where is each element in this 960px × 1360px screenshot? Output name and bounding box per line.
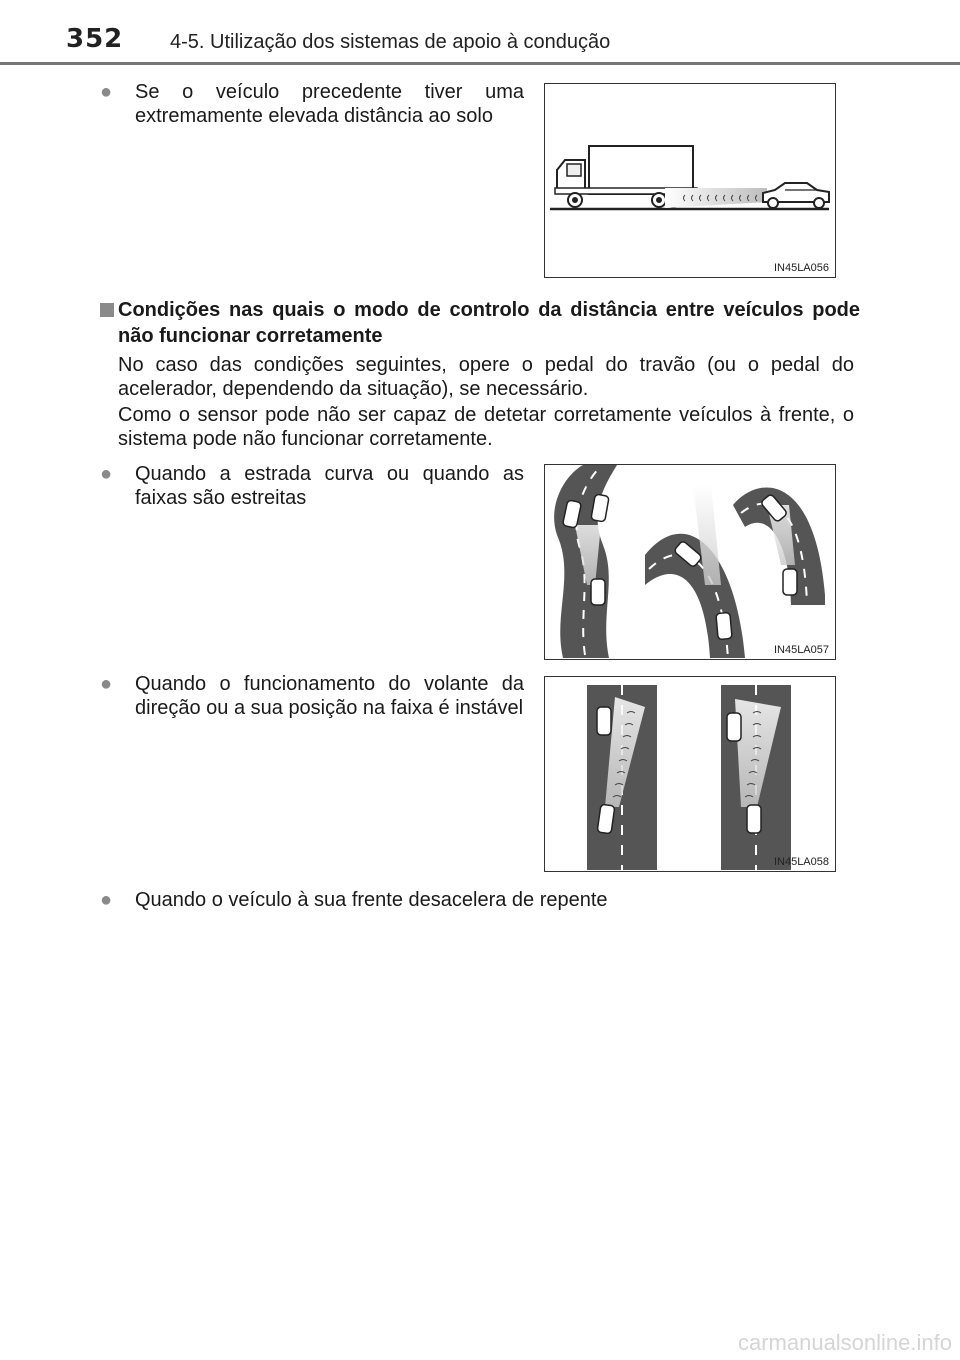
figure-code: IN45LA058 [773, 856, 829, 868]
truck-clearance-illustration [545, 84, 834, 276]
bullet-dot-icon: ● [100, 463, 113, 485]
figure-code: IN45LA057 [773, 644, 829, 656]
bullet-text: Quando o veículo à sua frente desacelera de repente [135, 889, 608, 911]
bullet-text: Quando a estrada curva ou quando as faixas são estreitas [135, 463, 524, 509]
bullet-dot-icon: ● [100, 673, 113, 695]
section-title: 4-5. Utilização dos sistemas de apoio à condução [170, 31, 611, 53]
footer-watermark: carmanualsonline.info [737, 1330, 952, 1355]
bullet-unstable-steering [100, 672, 524, 720]
bullet-curved-road [100, 462, 524, 510]
heading-text: Condições nas quais o modo de controlo da distância entre veículos pode não funcionar corretamente [118, 299, 860, 347]
bullet-high-clearance [100, 80, 524, 128]
figure-unstable-steering [544, 676, 836, 872]
section-heading [100, 297, 860, 349]
body-paragraph-2: Como o sensor pode não ser capaz de detetar corretamente veículos à frente, o sistema pode não funcionar corretamente. [118, 404, 854, 450]
bullet-sudden-deceleration [100, 888, 860, 912]
bullet-dot-icon: ● [100, 889, 113, 911]
header-rule [0, 62, 960, 65]
page-number: 352 [66, 24, 124, 54]
bullet-text: Quando o funcionamento do volante da direção ou a sua posição na faixa é instável [135, 673, 524, 719]
body-paragraph-1: No caso das condições seguintes, opere o pedal do travão (ou o pedal do acelerador, dependendo da situação), se necessário. [118, 354, 854, 400]
heading-square-icon [100, 303, 114, 317]
bullet-dot-icon: ● [100, 81, 113, 103]
curved-roads-illustration [545, 465, 834, 658]
bullet-text: Se o veículo precedente tiver uma extremamente elevada distância ao solo [135, 81, 524, 127]
figure-curved-roads [544, 464, 836, 660]
figure-truck-clearance [544, 83, 836, 278]
unstable-steering-illustration [545, 677, 834, 870]
page-header [0, 0, 960, 70]
figure-code: IN45LA056 [773, 262, 829, 274]
